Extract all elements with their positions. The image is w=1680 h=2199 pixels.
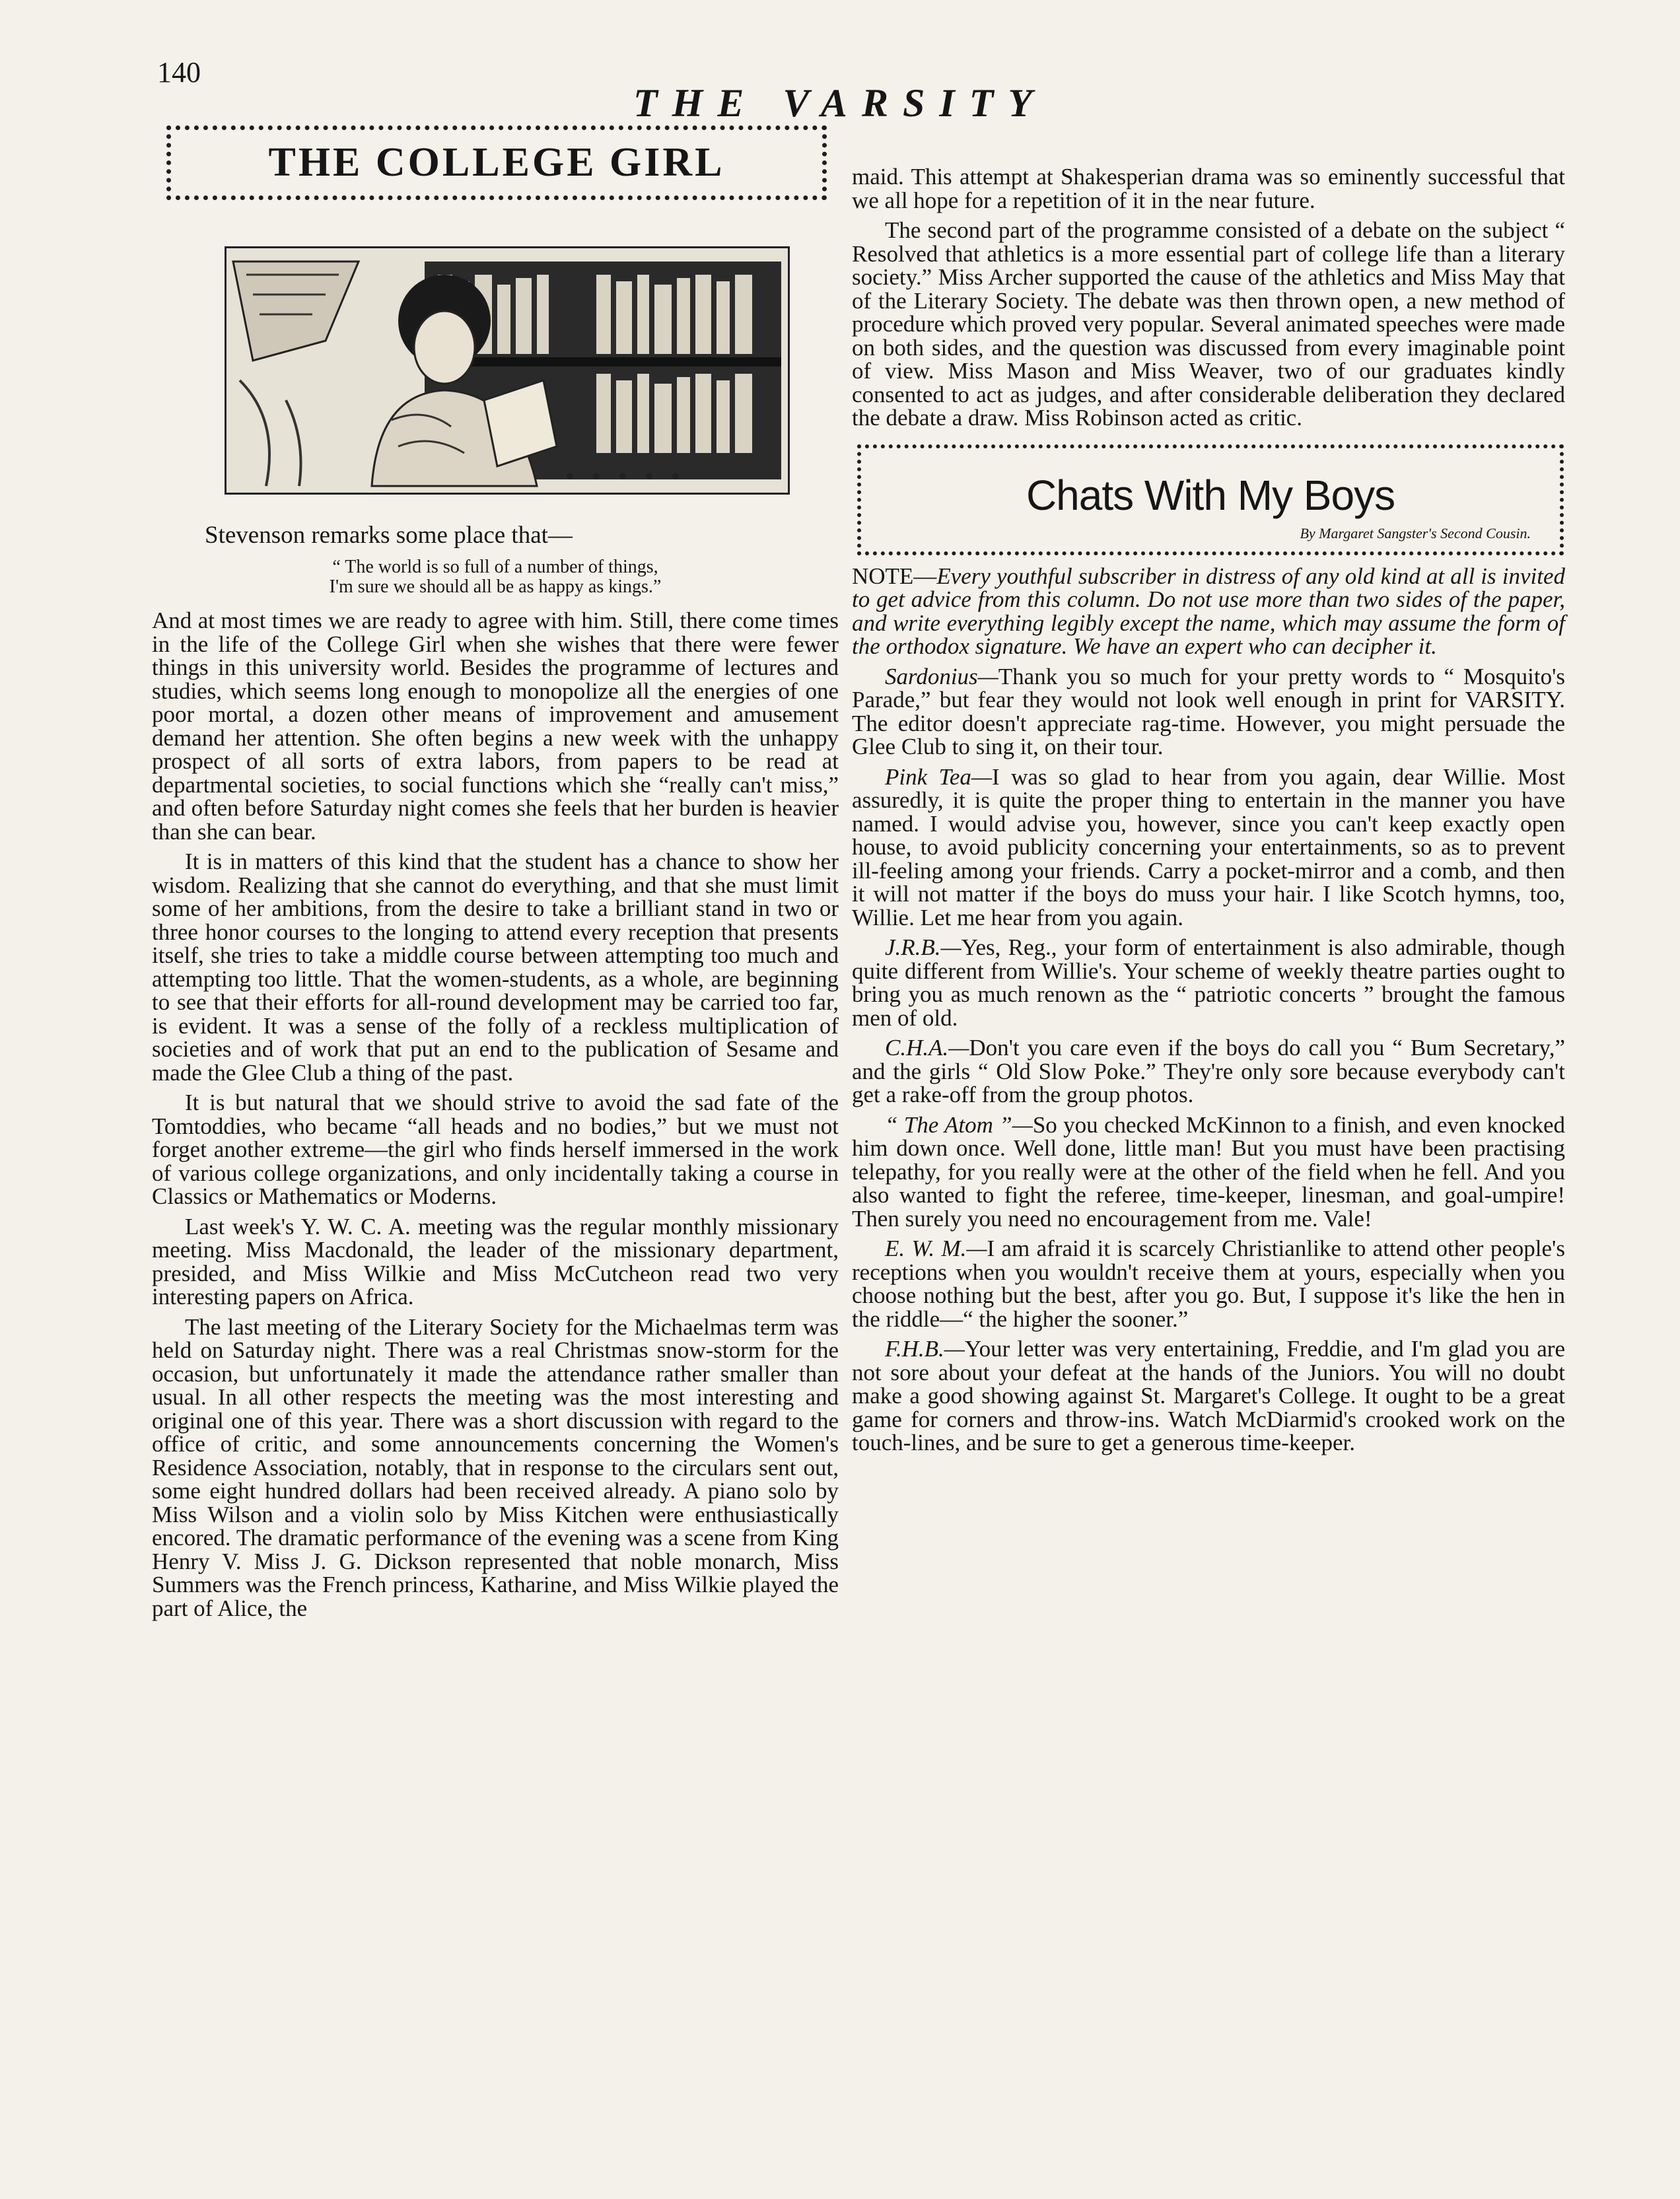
note-text: Every youthful subscriber in distress of any old kind at all is invited to get advice from this column. Do not use more than two sides of the paper, and write everything legibly except the name, which may assume the form of the orthodox signature. We have an expert who can decipher it. — [852, 563, 1565, 659]
reading-girl-illustration — [225, 246, 790, 495]
letter-text: Don't you care even if the boys do call you “ Bum Secretary,” and the girls “ Old Slow Poke.” They're only sore because everybody can't get a rake-off from the group photos. — [852, 1035, 1565, 1107]
verse-line: “ The world is so full of a number of things, — [332, 557, 658, 577]
note-lead: NOTE— — [852, 563, 937, 589]
letter-reply — [852, 765, 1565, 930]
letter-name: Sardonius— — [885, 663, 998, 689]
letter-text: So you checked McKinnon to a finish, and even knocked him down once. Well done, little man! But you must have been practising telepathy, for you really were at the other of the field when he fell. And you also wanted to fight the referee, time-keeper, linesman, and goal-umpire! Then surely you need no encouragement from me. Vale! — [852, 1111, 1565, 1232]
masthead: THE VARSITY — [633, 81, 1047, 125]
page-number: 140 — [157, 56, 201, 88]
letter-name: F.H.B.— — [885, 1336, 965, 1362]
illustration-drawing — [227, 248, 788, 493]
letter-reply — [852, 665, 1565, 759]
letter-text: I was so glad to hear from you again, dear Willie. Most assuredly, it is quite the proper thing to entertain in the manner you have named. I would advise you, however, since you can't keep exactly open house, to avoid publicity concerning your entertainments, so as to prevent ill-feeling among your friends. Carry a pocket-mirror and a comb, and then it will not matter if the boys do muss your hair. I like Scotch hymns, too, Willie. Let me hear from you again. — [852, 763, 1566, 930]
article-paragraph: It is in matters of this kind that the student has a chance to show her wisdom. Realizing that she cannot do everything, and that she must limit some of her ambitions, from the desire to take a brilliant stand in two or three honor courses to the longing to attend every reception that presents itself, she tries to take a middle course between attempting too much and attempting too little. That the women-students, as a whole, are beginning to see that their efforts for all-round development may be carried too far, is evident. It was a sense of the folly of a reckless multiplication of societies and of work that put an end to the publication of Sesame and made the Glee Club a thing of the past. — [152, 849, 839, 1086]
college-girl-heading: THE COLLEGE GIRL — [268, 140, 725, 185]
left-column — [152, 125, 839, 1626]
letter-text: Thank you so much for your pretty words to “ Mosquito's Parade,” but fear they would not look well enough in print for VARSITY. The editor doesn't appreciate rag-time. However, you might persuade the Glee Club to sing it, on their tour. — [852, 663, 1565, 759]
stevenson-verse — [152, 557, 839, 597]
letter-reply — [852, 1337, 1565, 1455]
chats-byline: By Margaret Sangster's Second Cousin. — [1300, 524, 1531, 541]
letter-reply — [852, 1036, 1565, 1107]
letter-name: J.R.B.— — [885, 934, 962, 960]
letter-reply — [852, 1113, 1565, 1231]
chats-header-box — [857, 444, 1564, 555]
article-continuation: maid. This attempt at Shakesperian drama was so eminently successful that we all hope for a repetition of it in the near future. — [852, 164, 1565, 213]
college-girl-header-box — [166, 125, 827, 200]
letter-reply — [852, 936, 1565, 1030]
article-paragraph: Last week's Y. W. C. A. meeting was the regular monthly missionary meeting. Miss Macdonald, the leader of the missionary department, presided, and Miss Wilkie and Miss McCutcheon read two very interesting papers on Africa. — [152, 1213, 839, 1309]
letter-name: “ The Atom ”— — [885, 1111, 1033, 1138]
college-girl-intro: Stevenson remarks some place that— — [205, 522, 573, 549]
letter-text: Your letter was very entertaining, Freddie, and I'm glad you are not sore about your defeat at the hands of the Juniors. You will no doubt make a good showing against St. Margaret's College. It ought to be a great game for corners and throw-ins. Watch McDiarmid's crooked work on the touch-lines, and be sure to get a generous time-keeper. — [852, 1336, 1565, 1455]
letter-text: Yes, Reg., your form of entertainment is also admirable, though quite different from Willie's. Your scheme of weekly theatre parties ought to bring you as much renown as the “ patriotic concerts ” brought the famous men of old. — [852, 934, 1565, 1031]
article-paragraph: The last meeting of the Literary Society for the Michaelmas term was held on Saturday night. There was a real Christmas snow-storm for the occasion, but unfortunately it made the attendance rather smaller than usual. In all other respects the meeting was the most interesting and original one of this year. There was a short discussion with regard to the office of critic, and some announcements concerning the Women's Residence Association, notably, that in response to the circulars sent out, some eight hundred dollars had been received already. A piano solo by Miss Wilson and a violin solo by Miss Kitchen were enthusiastically encored. The dramatic performance of the evening was a scene from King Henry V. Miss J. G. Dickson represented that noble monarch, Miss Summers was the French princess, Katharine, and Miss Wilkie played the part of Alice, the — [152, 1313, 839, 1621]
letter-name: E. W. M.— — [885, 1236, 987, 1261]
verse-line: I'm sure we should all be as happy as kings.” — [329, 576, 662, 597]
chats-heading: Chats With My Boys — [1026, 471, 1395, 519]
right-column — [852, 165, 1565, 1461]
letter-name: C.H.A.— — [885, 1035, 969, 1061]
article-paragraph: It is but natural that we should strive to avoid the sad fate of the Tomtoddies, who became “all heads and no bodies,” but we must not forget another extreme—the girl who finds herself immersed in the work of various college organizations, and only incidentally taking a course in Classics or Mathematics or Moderns. — [152, 1090, 839, 1209]
letter-reply — [852, 1237, 1565, 1331]
letter-name: Pink Tea— — [885, 763, 992, 790]
article-continuation: The second part of the programme consisted of a debate on the subject “ Resolved that athletics is a more essential part of college life than a literary society.” Miss Archer supported the cause of the athletics and Miss May that of the Literary Society. The debate was then thrown open, a new method of procedure which proved very popular. Several animated speeches were made on both sides, and the question was discussed from every imaginable point of view. Miss Mason and Miss Weaver, two of our graduates kindly consented to act as judges, and after considerable deliberation they declared the debate a draw. Miss Robinson acted as critic. — [852, 217, 1565, 431]
letter-text: I am afraid it is scarcely Christianlike to attend other people's receptions when you wouldn't receive them at yours, especially when you choose nothing but the best, after you go. But, I suppose it's like the hen in the riddle—“ the higher the sooner.” — [852, 1236, 1565, 1332]
article-paragraph: And at most times we are ready to agree with him. Still, there come times in the life of the College Girl when she wishes that there were fewer things in this university world. Besides the programme of lectures and studies, which seems long enough to monopolize all the energies of one poor mortal, a dozen other means of improvement and amusement demand her attention. She often begins a new week with the unhappy prospect of all sorts of extra labors, from papers to be read at departmental societies, to social functions which she “really can't miss,” and often before Saturday night comes she feels that her burden is heavier than she can bear. — [152, 608, 839, 845]
chats-note — [852, 565, 1565, 658]
